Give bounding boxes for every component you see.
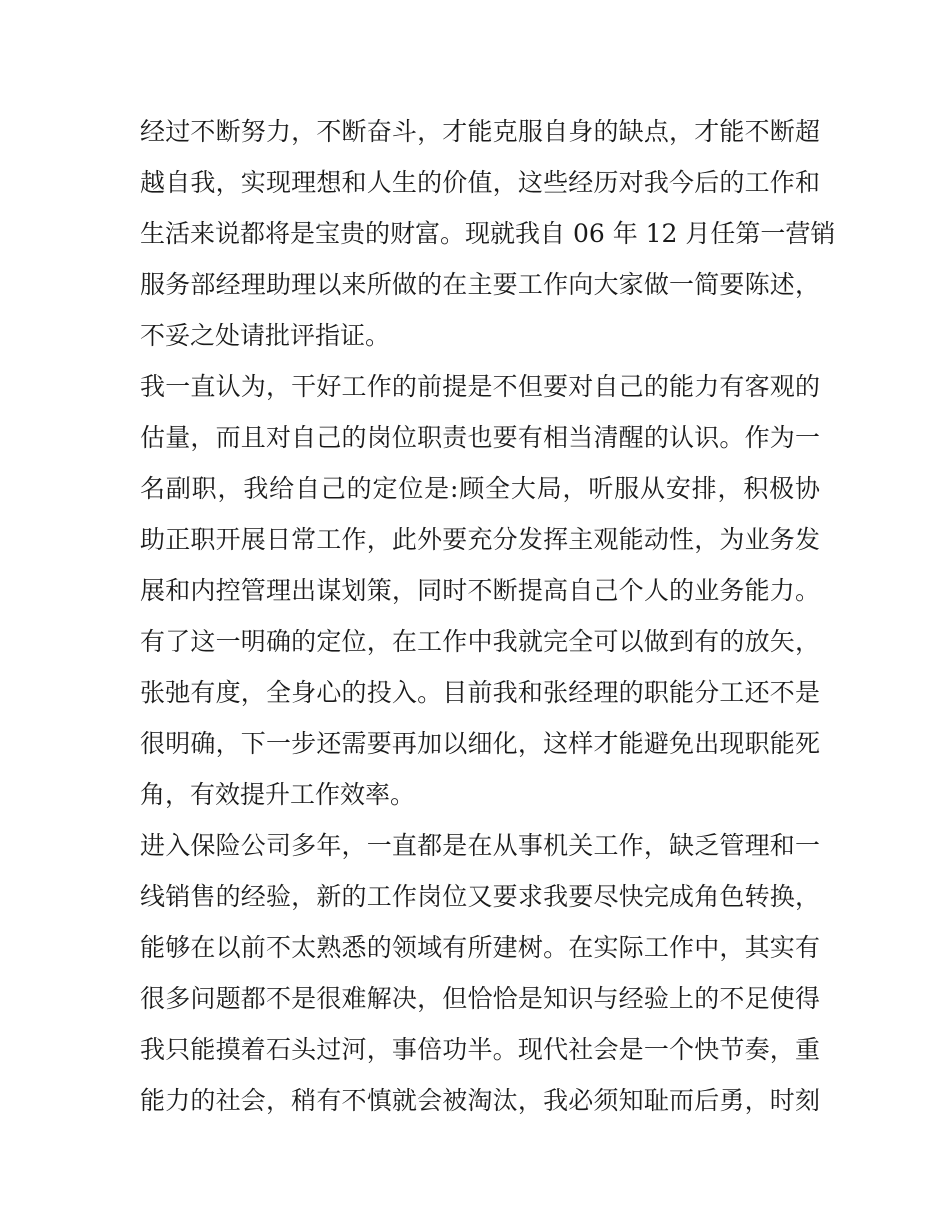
text-line: 张弛有度，全身心的投入。目前我和张经理的职能分工还不是	[140, 678, 820, 707]
text-line: 线销售的经验，新的工作岗位又要求我要尽快完成角色转换，	[140, 882, 820, 911]
text-line: 角，有效提升工作效率。	[140, 780, 416, 809]
text-line: 我只能摸着石头过河，事倍功半。现代社会是一个快节奏，重	[140, 1035, 820, 1064]
text-line: 很明确，下一步还需要再加以细化，这样才能避免出现职能死	[140, 729, 820, 758]
document-body	[140, 106, 836, 1126]
text-line: 助正职开展日常工作，此外要充分发挥主观能动性，为业务发	[140, 525, 820, 554]
text-line: 能够在以前不太熟悉的领域有所建树。在实际工作中，其实有	[140, 933, 820, 962]
text-line: 有了这一明确的定位，在工作中我就完全可以做到有的放矢，	[140, 627, 820, 656]
text-line: 估量，而且对自己的岗位职责也要有相当清醒的认识。作为一	[140, 423, 820, 452]
text-line: 进入保险公司多年，一直都是在从事机关工作，缺乏管理和一	[140, 831, 820, 860]
text-line: 能力的社会，稍有不慎就会被淘汰，我必须知耻而后勇，时刻	[140, 1086, 820, 1115]
text-line: 生活来说都将是宝贵的财富。现就我自 06 年 12 月任第一营销	[140, 219, 836, 248]
text-line: 名副职，我给自己的定位是:顾全大局，听服从安排，积极协	[140, 474, 820, 503]
text-line: 不妥之处请批评指证。	[140, 321, 391, 350]
text-line: 很多问题都不是很难解决，但恰恰是知识与经验上的不足使得	[140, 984, 820, 1013]
text-line: 展和内控管理出谋划策，同时不断提高自己个人的业务能力。	[140, 576, 820, 605]
text-line: 我一直认为，干好工作的前提是不但要对自己的能力有客观的	[140, 372, 820, 401]
text-line: 越自我，实现理想和人生的价值，这些经历对我今后的工作和	[140, 168, 820, 197]
text-line: 服务部经理助理以来所做的在主要工作向大家做一简要陈述，	[140, 270, 820, 299]
text-line: 经过不断努力，不断奋斗，才能克服自身的缺点，才能不断超	[140, 117, 820, 146]
